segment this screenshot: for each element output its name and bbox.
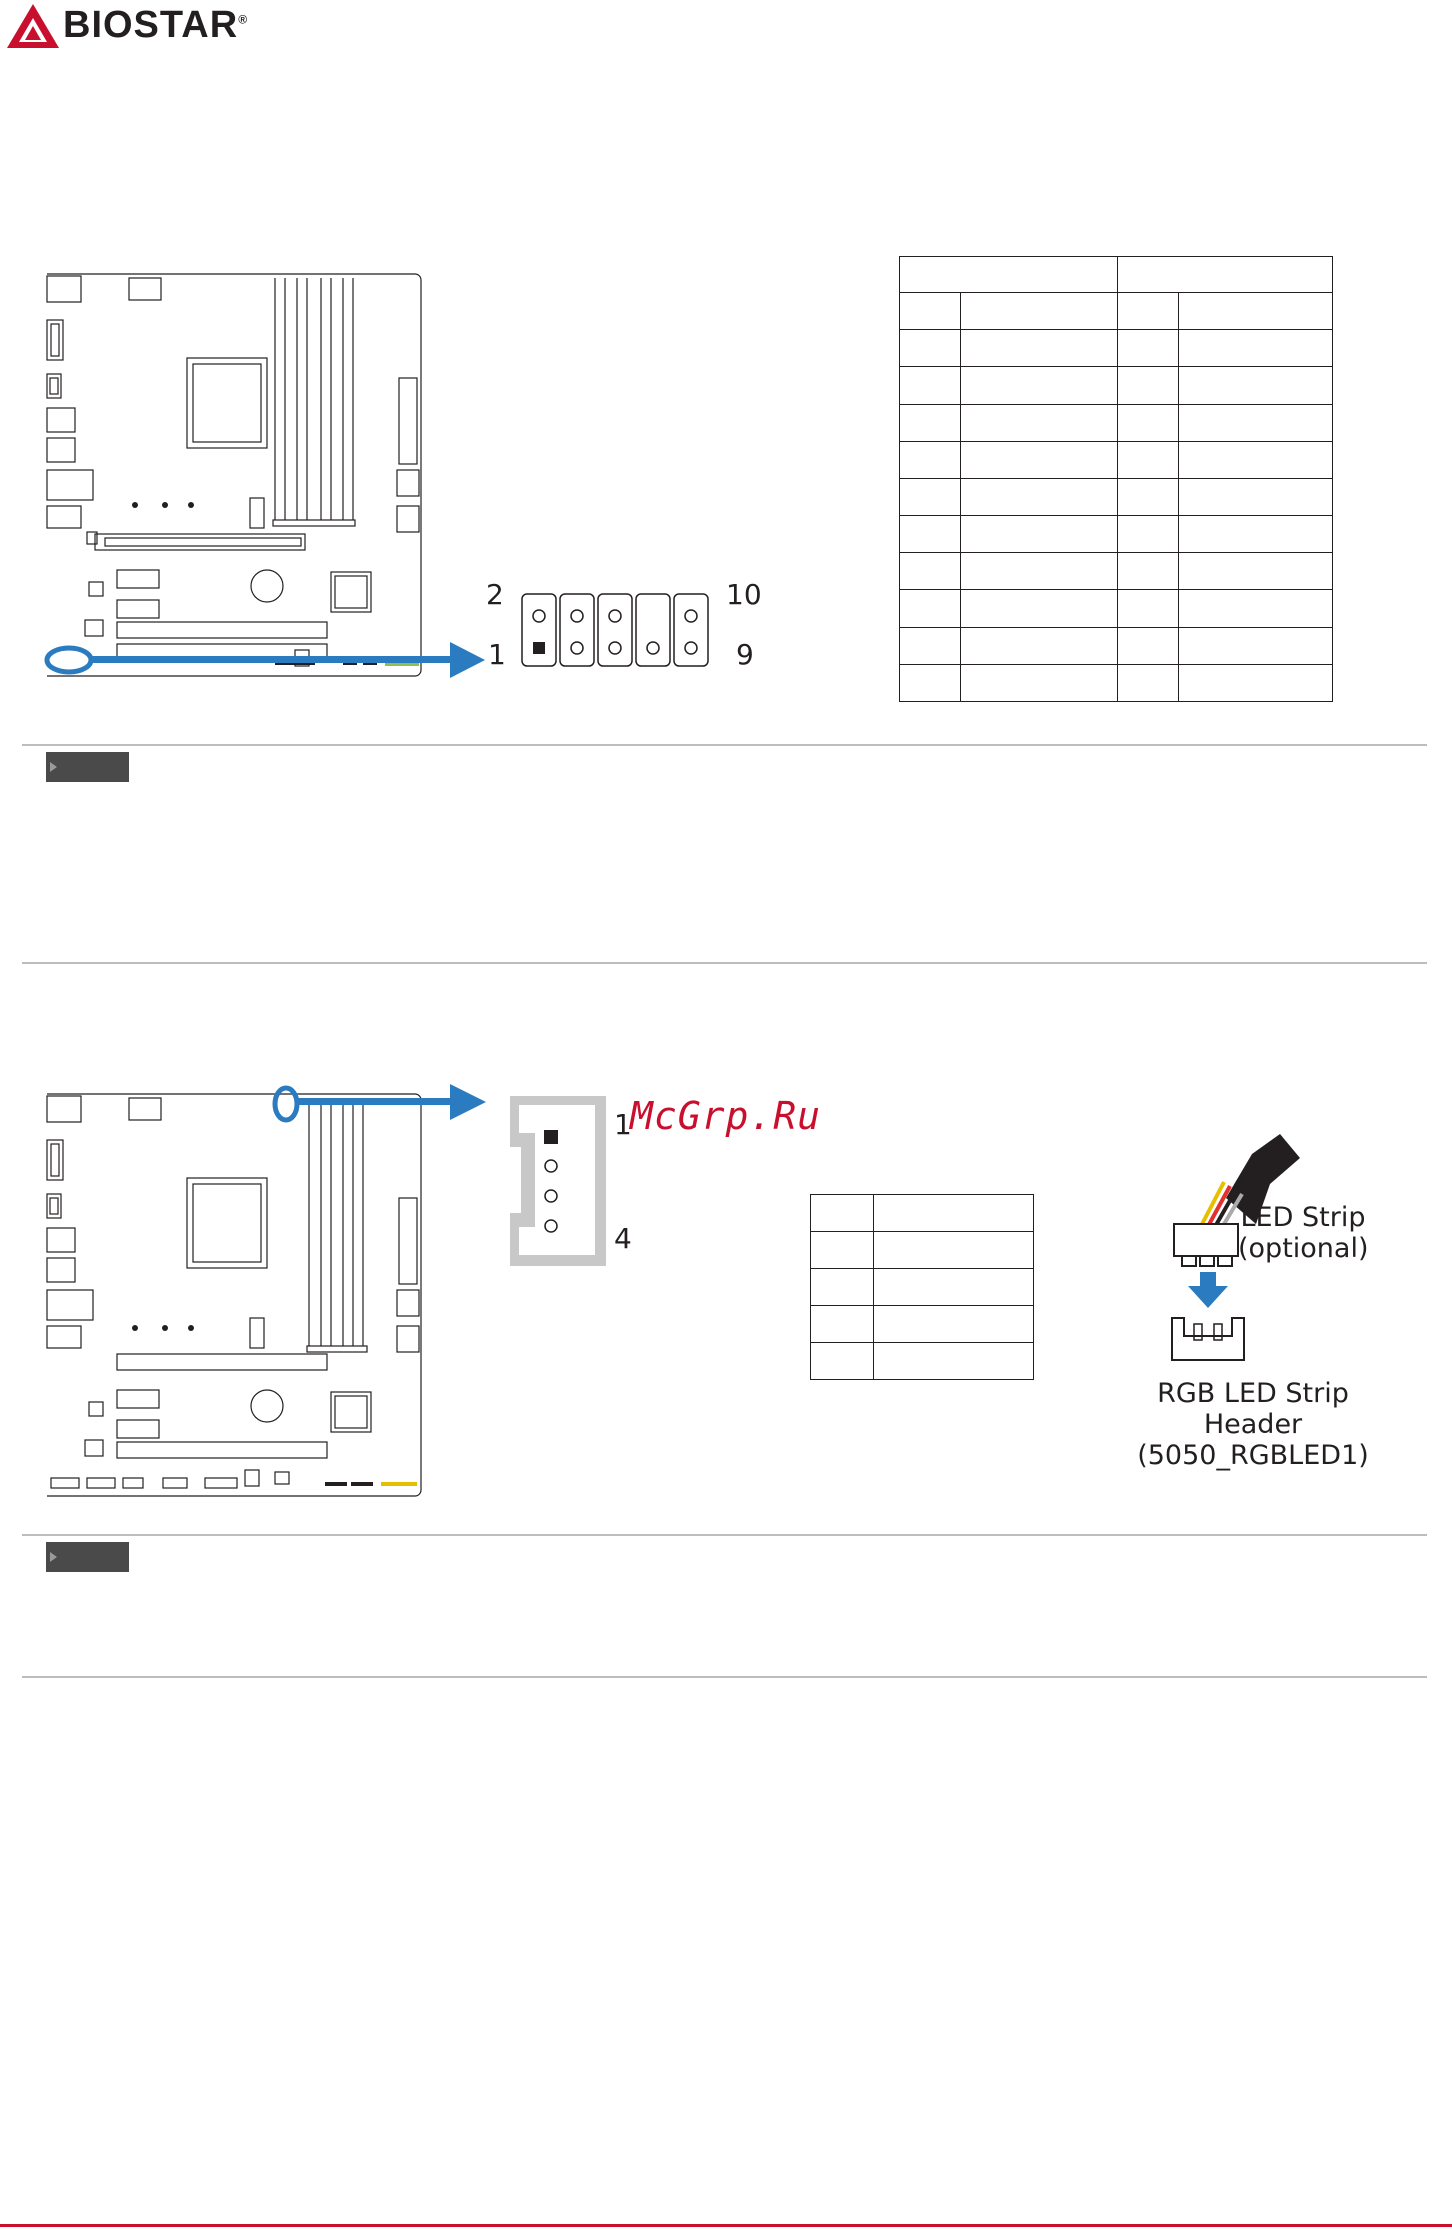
biostar-logo <box>5 0 275 52</box>
rgb-header-label: RGB LED Strip Header (5050_RGBLED1) <box>1137 1378 1369 1471</box>
pin-label-2: 2 <box>486 578 504 611</box>
ten-pin-header-diagram <box>520 592 720 672</box>
led-strip-label: LED Strip (optional) <box>1238 1202 1369 1264</box>
section-divider <box>22 1534 1427 1536</box>
table-cell <box>1118 257 1333 293</box>
table-cell <box>900 257 1118 293</box>
pin-label-9: 9 <box>736 638 754 671</box>
location-arrow-2 <box>264 1082 494 1128</box>
section-divider <box>22 744 1427 746</box>
pin-label-4: 4 <box>614 1222 632 1255</box>
pin-assignment-table-1 <box>899 256 1333 702</box>
section-divider <box>22 1676 1427 1678</box>
note-arrow-icon <box>50 1552 57 1562</box>
note-tab <box>46 752 129 782</box>
footer-bar <box>0 2224 1452 2227</box>
four-pin-header-diagram <box>510 1096 606 1266</box>
pin-label-1: 1 <box>488 638 506 671</box>
motherboard-diagram-1 <box>45 270 425 690</box>
brand-name: BIOSTAR® <box>63 4 249 46</box>
pin-label-10: 10 <box>726 578 762 611</box>
watermark: McGrp.Ru <box>630 1094 822 1138</box>
location-arrow-1 <box>40 640 490 690</box>
biostar-triangle-icon <box>5 2 61 50</box>
note-arrow-icon <box>50 762 57 772</box>
motherboard-diagram-2 <box>45 1090 425 1510</box>
pin-label-1: 1 <box>614 1108 632 1141</box>
note-tab <box>46 1542 129 1572</box>
pin-assignment-table-2 <box>810 1194 1034 1380</box>
section-divider <box>22 962 1427 964</box>
